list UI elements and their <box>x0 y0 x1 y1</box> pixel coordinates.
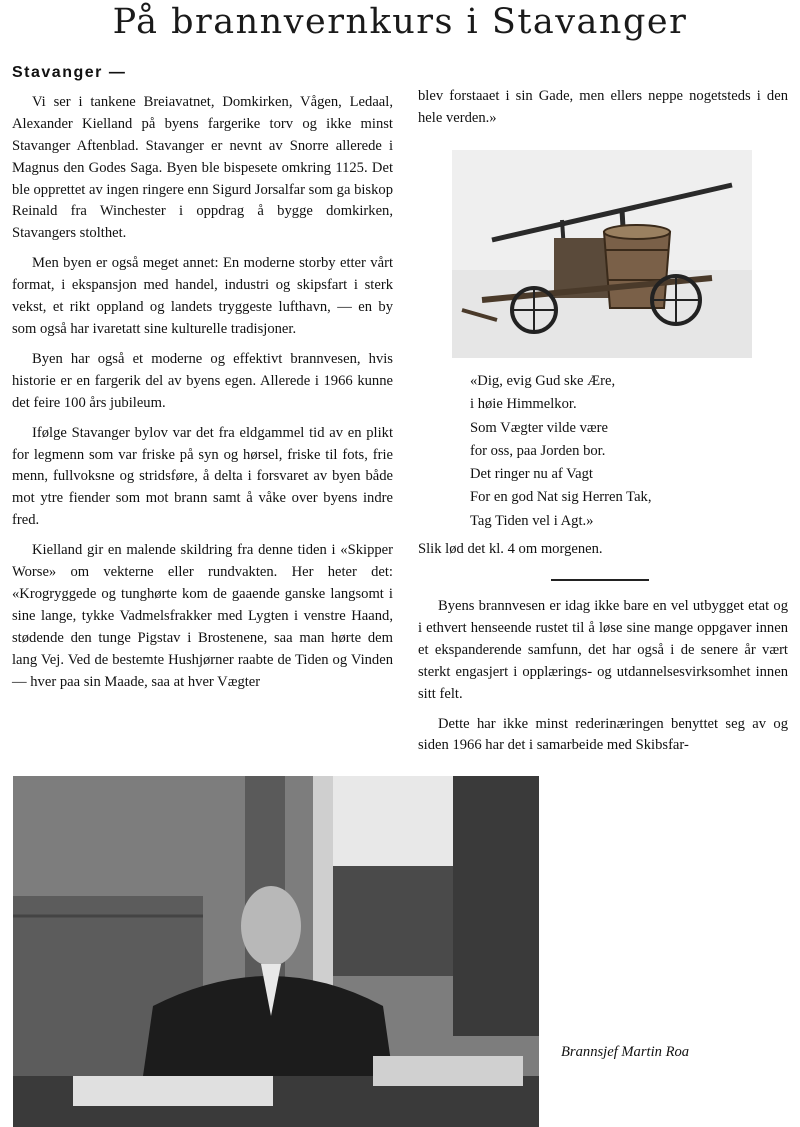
paragraph: blev forstaaet i sin Gade, men ellers neppe nogetsteds i den hele verden.» <box>418 88 788 126</box>
section-subhead: Stavanger — <box>12 64 127 81</box>
poem-line: Det ringer nu af Vagt <box>470 466 593 483</box>
page-title: På brannvernkurs i Stavanger <box>112 2 688 42</box>
section-divider <box>551 579 649 581</box>
fire-chief-photo <box>13 776 539 1127</box>
poem-line: Som Vægter vilde være <box>470 419 608 436</box>
poem <box>470 370 652 533</box>
poem-note: Slik lød det kl. 4 om morgenen. <box>418 541 603 557</box>
fire-pump-cart-photo <box>452 150 752 358</box>
paragraph: Byen har også et moderne og effektivt brannvesen, hvis historie er en fargerik del av byens egen. Allerede i 1966 kunne det feire 100 års jubileum. <box>12 350 393 411</box>
poem-line: «Dig, evig Gud ske Ære, <box>470 373 616 389</box>
poem-line: Tag Tiden vel i Agt.» <box>470 512 594 529</box>
right-column-bottom <box>418 596 788 765</box>
paragraph: Vi ser i tankene Breiavatnet, Domkirken, Vågen, Ledaal, Alexander Kielland på byens fargerike torv og ikke minst Stavanger Aftenblad. Stavanger er nevnt av Snorre allerede i Magnus den Godes Saga. Byen ble bispesete omkring 1125. Det ble opprettet av ingen ringere enn Sigurd Jorsalfar som ga biskop Reinald fra Winchester i oppdrag å bygge domkirken, Stavangers stolthet. <box>12 93 393 242</box>
right-column-top <box>418 86 788 130</box>
left-column <box>12 62 393 701</box>
paragraph: Ifølge Stavanger bylov var det fra eldgammel tid av en plikt for legmenn som var friske på syn og hørsel, friske til fots, frie menn, fullvoksne og stridsføre, å delta i forsvaret av byen både mot ytre fiender som mot brann samt å våke over byens indre fred. <box>12 424 393 529</box>
paragraph: Kielland gir en malende skildring fra denne tiden i «Skipper Worse» om vekterne eller rundvakten. Her heter det: «Krogryggede og tunghørte kom de gaaende ganske langsomt i sine lange, tykke Vadmelsfrakker med Lygten i venstre Haand, stødende den tunge Pigstav i Brostenene, saa man hørte dem lang Vej. Ved de bestemte Hushjørner raabte de Tiden og Vinden — hver paa sin Maade, saa at hver Vægter <box>12 542 393 690</box>
poem-line: for oss, paa Jorden bor. <box>470 442 606 459</box>
paragraph: Byens brannvesen er idag ikke bare en vel utbygget etat og i ethvert henseende rustet til å løse sine mange oppgaver innen et ekspanderende samfunn, det har også i de senere år vært sterkt engasjert i opplærings- og utdannelsesvirksomhet innen sitt felt. <box>418 598 788 702</box>
poem-line: i høie Himmelkor. <box>470 396 577 413</box>
photo-caption: Brannsjef Martin Roa <box>561 1044 690 1060</box>
poem-line: For en god Nat sig Herren Tak, <box>470 489 652 506</box>
paragraph: Men byen er også meget annet: En moderne storby etter vårt format, i ekspansjon med handel, industri og skipsfart i sterk vekst, et rikt oppland og landets tryggeste lufthavn, — en by som også har ivaretatt sine kulturelle tradisjoner. <box>12 255 393 337</box>
paragraph: Dette har ikke minst rederinæringen benyttet seg av og siden 1966 har det i samarbeide med Skibsfar- <box>418 715 788 754</box>
